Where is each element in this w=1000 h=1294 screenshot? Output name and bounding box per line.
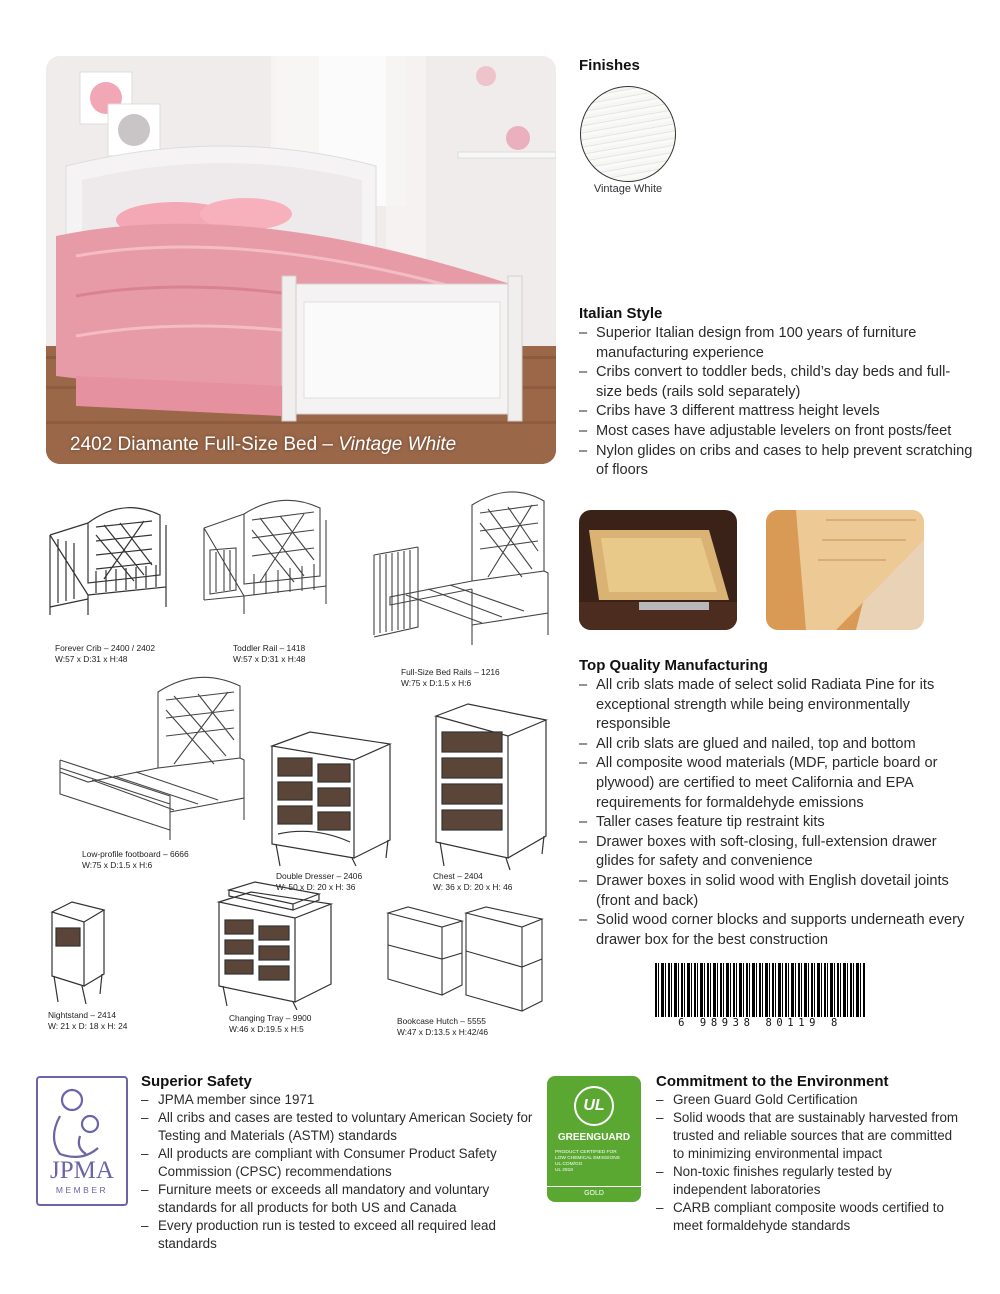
- manufacturing-list: [579, 676, 974, 950]
- list-item: – Drawer boxes in solid wood with English dovetail joints (front and back): [579, 872, 974, 911]
- list-item: – Most cases have adjustable levelers on front posts/feet: [579, 422, 974, 442]
- diagram-name: Full-Size Bed Rails – 1216: [401, 667, 500, 677]
- diagram-label: [433, 871, 512, 892]
- diagram-dims: W: 21 x D: 18 x H: 24: [48, 1020, 128, 1031]
- diagram-label: [401, 667, 500, 688]
- list-item: – All crib slats made of select solid Radiata Pine for its exceptional strength while being environmentally responsible: [579, 676, 974, 735]
- diagram-name: Forever Crib – 2400 / 2402: [55, 643, 156, 653]
- list-item: – All crib slats are glued and nailed, top and bottom: [579, 735, 974, 755]
- list-item: – Solid woods that are sustainably harvested from trusted and reliable sources that are committed to minimizing environmental impact: [656, 1109, 966, 1163]
- diagram-name: Toddler Rail – 1418: [233, 643, 306, 653]
- diagram-label: [48, 1010, 127, 1031]
- hero-caption-model: 2402 Diamante Full-Size Bed –: [70, 434, 339, 455]
- list-item: – Cribs have 3 different mattress height levels: [579, 402, 974, 422]
- italian-style-title: Italian Style: [579, 305, 663, 322]
- parent-child-icon: [38, 1082, 126, 1162]
- forever-crib-drawing: [48, 495, 178, 617]
- finishes-title: Finishes: [579, 57, 640, 74]
- safety-list: [141, 1091, 541, 1253]
- list-item: – All products are compliant with Consumer Product Safety Commission (CPSC) recommendations: [141, 1145, 541, 1181]
- environment-list: [656, 1091, 966, 1235]
- fine-print-line: UL 2818: [555, 1168, 573, 1173]
- greenguard-gold: GOLD: [547, 1186, 641, 1197]
- diagram-dims: W:75 x D:1.5 x H:6: [82, 859, 153, 870]
- diagram-name: Nightstand – 2414: [48, 1010, 116, 1020]
- list-item: – Superior Italian design from 100 years of furniture manufacturing experience: [579, 324, 974, 363]
- environment-title: Commitment to the Environment: [656, 1073, 889, 1090]
- greenguard-name: GREENGUARD: [557, 1132, 631, 1143]
- diagram-name: Double Dresser – 2406: [276, 871, 363, 881]
- list-item: – Green Guard Gold Certification: [656, 1091, 966, 1109]
- manufacturing-section: [579, 657, 974, 950]
- barcode: [655, 963, 865, 1029]
- list-item: – All composite wood materials (MDF, particle board or plywood) are certified to meet California and EPA requirements for formaldehyde emissions: [579, 754, 974, 813]
- hero-caption-finish: Vintage White: [338, 434, 457, 455]
- list-item: – Non-toxic finishes regularly tested by independent laboratories: [656, 1163, 966, 1199]
- ul-mark-icon: UL: [574, 1086, 614, 1126]
- diagram-dims: W:47 x D:13.5 x H:42/46: [397, 1026, 489, 1037]
- diagram-name: Low-profile footboard – 6666: [82, 849, 189, 859]
- list-item: – Cribs convert to toddler beds, child’s day beds and full-size beds (rails sold separately): [579, 363, 974, 402]
- italian-style-list: [579, 324, 974, 481]
- changing-tray-drawing: [215, 880, 335, 1010]
- nightstand-drawing: [50, 900, 106, 1006]
- diagram-label: [229, 1013, 311, 1034]
- diagram-label: [397, 1016, 488, 1037]
- list-item: – Nylon glides on cribs and cases to help prevent scratching of floors: [579, 442, 974, 481]
- safety-section: [141, 1073, 541, 1253]
- list-item: – CARB compliant composite woods certified to meet formaldehyde standards: [656, 1199, 966, 1235]
- vintage-white-swatch: [580, 86, 676, 182]
- chest-drawing: [432, 700, 550, 872]
- diagram-name: Bookcase Hutch – 5555: [397, 1016, 486, 1026]
- dovetail-photo: [766, 510, 924, 630]
- diagram-label: [82, 849, 189, 870]
- swatch-label: Vintage White: [593, 183, 663, 195]
- barcode-digits: 6 98938 80119 8: [678, 1017, 842, 1029]
- fine-print-line: PRODUCT CERTIFIED FOR: [555, 1150, 617, 1155]
- list-item: – All cribs and cases are tested to voluntary American Society for Testing and Materials (ASTM) standards: [141, 1109, 541, 1145]
- diagram-dims: W:57 x D:31 x H:48: [55, 653, 128, 664]
- barcode-bars: [655, 963, 865, 1017]
- list-item: – Solid wood corner blocks and supports underneath every drawer box for the best construction: [579, 911, 974, 950]
- drawer-illustration: [579, 510, 737, 630]
- diagram-dims: W: 50 x D: 20 x H: 36: [276, 881, 356, 892]
- diagram-label: [233, 643, 305, 664]
- full-size-bed-rails-drawing: [372, 485, 552, 657]
- bed-photo-illustration: [46, 56, 556, 464]
- drawer-photo: [579, 510, 737, 630]
- list-item: – JPMA member since 1971: [141, 1091, 541, 1109]
- bookcase-hutch-drawing: [386, 905, 546, 1013]
- jpma-logo-text: JPMA: [50, 1157, 114, 1184]
- diagram-dims: W: 36 x D: 20 x H: 46: [433, 881, 513, 892]
- diagram-dims: W:57 x D:31 x H:48: [233, 653, 306, 664]
- list-item: – Every production run is tested to exceed all required lead standards: [141, 1217, 541, 1253]
- double-dresser-drawing: [270, 730, 392, 868]
- greenguard-logo: [547, 1076, 641, 1202]
- list-item: – Taller cases feature tip restraint kits: [579, 813, 974, 833]
- list-item: – Furniture meets or exceeds all mandatory and voluntary standards for all products for both US and Canada: [141, 1181, 541, 1217]
- italian-style-section: [579, 305, 974, 481]
- safety-title: Superior Safety: [141, 1073, 252, 1090]
- manufacturing-title: Top Quality Manufacturing: [579, 657, 768, 674]
- diagram-name: Changing Tray – 9900: [229, 1013, 312, 1023]
- jpma-member-text: MEMBER: [55, 1185, 109, 1195]
- diagram-dims: W:75 x D:1.5 x H:6: [401, 677, 472, 688]
- diagram-dims: W:46 x D:19.5 x H:5: [229, 1023, 304, 1034]
- diagram-name: Chest – 2404: [433, 871, 483, 881]
- list-item: – Drawer boxes with soft-closing, full-extension drawer glides for safety and convenience: [579, 833, 974, 872]
- environment-section: [656, 1073, 966, 1235]
- low-profile-footboard-drawing: [58, 672, 248, 842]
- fine-print-line: UL.COM/GG: [555, 1162, 583, 1167]
- greenguard-fine-print: [555, 1150, 635, 1174]
- hero-caption: [70, 434, 456, 456]
- toddler-rail-drawing: [200, 490, 335, 616]
- hero-photo: [46, 56, 556, 464]
- fine-print-line: LOW CHEMICAL EMISSIONS: [555, 1156, 620, 1161]
- diagram-label: [55, 643, 155, 664]
- dovetail-illustration: [766, 510, 924, 630]
- jpma-logo: [36, 1076, 128, 1206]
